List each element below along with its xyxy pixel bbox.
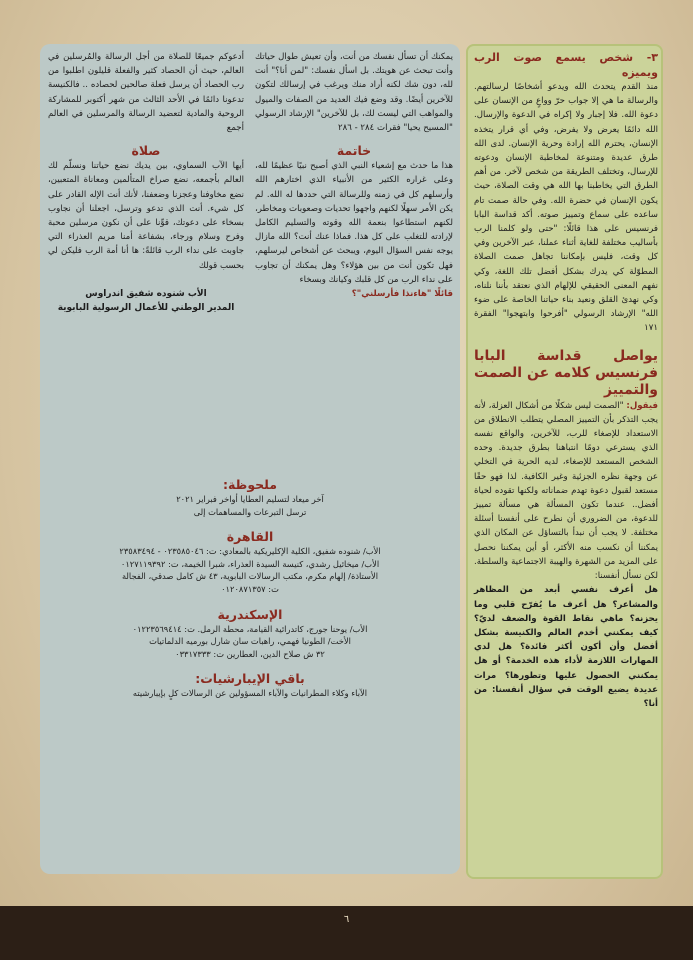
cairo-contact: ت: ٠١٢٠٨٧١٣٥٧ xyxy=(221,583,279,594)
left-column xyxy=(48,50,244,315)
alexandria-contact: ٣٢ ش صلاح الدين، العطارين ت: ٠٣٣١٧٣٣٣ xyxy=(175,648,325,659)
page-number: ٦ xyxy=(343,914,350,925)
signature-name: الأب شنوده شفيق اندراوس xyxy=(85,288,207,299)
invitation-text: أدعوكم جميعًا للصلاة من أجل الرسالة والمُرسلين في العالم، حيث أن الحصاد كثير والفعلة قليلون اطلبوا من رب الحصاد أن يرسل فعلة صالحين لحصاده .. فالكنيسة تدعونا دائمًا في الأحد الثالث من شهر أكتوبر للمشاركة الروحية والمادية لتعضيد الرسالة والمرسلين في العالم أجمع xyxy=(48,52,244,134)
questions-text: هل أعرف نفسي أبعد من المظاهر والمشاعر؟ هل أعرف ما يُفرّح قلبي وما يحزنه؟ ماهي نقاط القوة والضعف لديّ؟ كيف يمكنني أخدم العالم والكنيسة بشكل أفضل وأن أكون أكثر فائدة؟ هل لدي المهارات اللازمة لأداء هذه الخدمة؟ أو هل يمكنني الحصول عليها وتطورها؟ مرات عديدة يضيع الوقت في سؤال أنفسنا: من أنا؟ xyxy=(474,585,658,709)
section-heading: ٣- شخص يسمع صوت الرب ويميزه xyxy=(474,51,658,79)
section-body-2: "الصمت ليس شكلًا من أشكال العزلة، لأنه يجب التذكر بأن التمييز المصلي يتطلب الانطلاق من الاستعداد للإصغاء للرب، للآخرين، والواقع نفسه الذي يسترعي دومًا انتباهنا بطرق جديدة. وحده الشخص المستعد للإصغاء، لديه الحرية في التخلي عن وجهة نظره الجزئية وغير الكافية. لذا فهو حقًا مستعد لقبول دعوة تهدم ضماناته ولكنها تقوده لحياة أفضل.. عندما تكون المسألة هي مسألة تمييز للدعوة، من الضروري أن نطرح على أنفسنا أسئلة مختلفة. لا يجب أن نبدأ بالتساؤل عن المكان الذي يمكننا أن نكسب منه الأكثر، أو أين يمكننا نحصل على المزيد من الشهرة والهيبة الاجتماعية والسلطة. لكن نسأل أنفسنا: xyxy=(474,400,658,582)
cairo-contact: الأب/ ميخائيل رشدي، كنيسة السيدة العذراء، شبرا الخيمة، ت: ٠١٢٧١١٩٣٩٢ xyxy=(120,558,380,569)
section-body: منذ القدم يتحدث الله ويدعو أشخاصًا لرسالتهم. والرسالة ما هي إلا جواب حرّ وواعٍ من الإنسان على دعوة الله. فلا إجبار ولا إكراه في الدعوة والإرسال. الله دائمًا يعرض ولا يفرض، وفي أي قرار يتخذه الإنسان، يحترم الله إرادة وحرية الإنسان. لدى الله طرق عديدة ومتنوعة لمخاطبة الإنسان ودعوته للإرسال، وتختلف الطريقة من شخص لآخر. من أهم الطرق التي يخاطبنا بها الله هي وقت الصلاة، حيث يكون الإنسان في حضرة الله. وفي حالة صمت تام ساعده على سماع وتمييز صوته. أكد قداسة البابا فرنسيس على هذا قائلًا: "حتى ولو كلمنا الرب بأساليب مختلفة للغاية أثناء عملنا، عبر الآخرين وفي كل وقت، فليس بإمكاننا تجاهل صمت الصلاة المطوّلة كي يدرك بشكل أفضل تلك اللغة، وكي نفهم المعنى الحقيقي للإلهام الذي نعتقد بأننا نلناه، وكي نهدئ القلق ونعيد بناء حياتنا الخاصة على ضوء الله" الإرشاد الرسولي "أفرحوا وابتهجوا" الفقرة ١٧١ xyxy=(474,82,658,334)
cairo-contact: الأب/ شنوده شفيق، الكلية الإكليريكية بالمعادي: ت: ٠٢٣٥٨٥٠٤٦ - ٢٣٥٨٣٤٩٤ xyxy=(119,546,381,557)
signature-title: المدير الوطني للأعمال الرسولية البابوية xyxy=(57,302,235,313)
signature xyxy=(48,287,244,315)
conclusion-body: هذا ما حدث مع إشعياء النبي الذي أصبح نبيًا عظيمًا لله، وعلى غراره الكثير من الأنبياء الذي اختارهم الله وأرسلهم كل في زمنه وللرسالة التي حددها له الله. لم يكن الأمر سهلًا لكنهم واجهوا تحديات وصعوبات ومخاطر، لكنهم استطاعوا بنعمة الله وقوته والتسليم الكامل لإرادته للتغلب على كل هذا. فماذا عنك أنت؟ الله مازال يوجه نفس السؤال اليوم، ويبحث عن أشخاص ليرسلهم، فهل تكون أنت من بين هؤلاء؟ وهل يمكنك أن تجاوب على نداء الرب من كل قلبك وكيانك وبسخاء xyxy=(255,161,453,285)
note-line: آخر ميعاد لتسليم العطايا أواخر فبراير ٢٠٢١ xyxy=(176,494,324,504)
cairo-contact: الأستاذة/ إلهام مكرم، مكتب الرسالات البابوية، ٤٣ ش كامل صدقي، الفجالة xyxy=(121,571,379,582)
note-line: ترسل التبرعات والمساهمات إلى xyxy=(193,506,307,517)
right-column xyxy=(474,50,658,711)
alexandria-contact: الأخت/ الطونيا فهمي، راهبات سان شارل بورميه الدلماتيات xyxy=(149,636,351,647)
lead-word: فيقول: xyxy=(626,400,658,411)
note-heading: ملحوظة: xyxy=(222,477,278,492)
prayer-heading: صلاة xyxy=(131,143,161,159)
alexandria-contact: الأب/ يوحنا جورج، كاتدرائية القيامة، محطة الرمل. ت: ٠١٢٢٣٥٦٩٤١٤ xyxy=(132,623,368,634)
conclusion-heading: خاتمة xyxy=(336,143,372,159)
prayer-text: أيها الآب السماوي، بين يديك نضع حياتنا ونسلّم لك العالم بأجمعه، نضع صراخ المتألمين ومعاناة المتعبين، نضع مخاوفنا وعجزنا وضعفنا، لأنك أنت الإله القادر على كل شيء. أنت الذي تدعو وترسل، اجعلنا أن نجاوب بسخاء على دعوتك، قوِّنا على أن نكون مرسلين محبة وفرح وسلام ورجاء، بشفاعة أمنا مريم العذراء التي جاوبت على نداء الرب قائلةً: ها أنا أمة الرب فليكن لي بحسب قولك xyxy=(48,161,244,271)
alexandria-heading: الإسكندرية xyxy=(217,606,283,622)
section-subheading: يواصل قداسة البابا فرنسيس كلامه عن الصمت والتمييز xyxy=(474,347,658,398)
cairo-heading: القاهرة xyxy=(226,529,274,545)
contact-info xyxy=(60,466,440,700)
conclusion-closing: قائلًا "هاءنذا فأرسلني"؟ xyxy=(351,289,453,300)
middle-body: يمكنك أن تسأل نفسك من أنت، وأن تعيش طوال حياتك وأنت تبحث عن هويتك. بل اسأل نفسك: "لمن أنا؟" أنت لله، دون شك لكنه أراد منك ويرغب في إرسالك لتكون للآخرين أيضًا. وقد وضع فيك العديد من الصفات والميول والمواهب التي ليست لك، بل للآخرين" الإرشاد الرسولي "المسيح يحيا" فقرات ٢٨٤ - ٢٨٦ xyxy=(255,52,453,134)
middle-column xyxy=(255,50,453,301)
dioceses-contact: الآباء وكلاء المطرانيات والآباء المسؤولين عن الرسالات كلٍ بإيبارشيته xyxy=(132,688,368,699)
dioceses-heading: باقي الإيبارشيات: xyxy=(195,671,305,687)
